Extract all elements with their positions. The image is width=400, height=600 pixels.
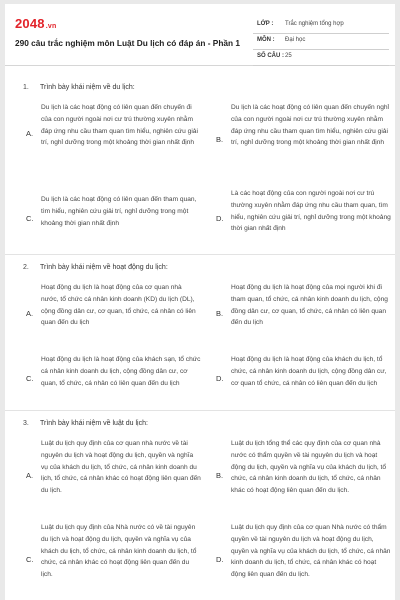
question-text: Trình bày khái niệm về hoạt động du lịch: xyxy=(40,264,168,271)
option-text: Hoạt động du lịch là hoạt động của khách sạn, tổ chức cá nhân kinh doanh du lịch, cộng đồng dân cư, cơ quan, tổ chức, cá nhân có liên quan đến du lịch xyxy=(41,356,201,387)
question-text: Trình bày khái niệm về du lịch: xyxy=(40,84,135,91)
question-number: 1. xyxy=(23,84,29,91)
option-letter: B. xyxy=(216,135,224,144)
meta-value: Đại học xyxy=(285,37,306,43)
option-letter: A. xyxy=(26,129,34,138)
meta-row-count xyxy=(253,50,389,66)
document-page xyxy=(5,4,395,600)
option-text: Du lịch là các hoạt động có liên quan đến tham quan, tìm hiểu, nghiên cứu giải trí, nghỉ dưỡng trong một khoảng thời gian nhất định xyxy=(41,196,197,227)
meta-table xyxy=(253,18,389,66)
document-title: 290 câu trắc nghiệm môn Luật Du lịch có đáp án - Phần 1 xyxy=(15,38,240,48)
option-text: Luật du lịch quy định của Nhà nước có về tài nguyên du lịch và hoạt động du lịch, quyền và nghĩa vụ của khách du lịch, tổ chức, cá nhân kinh doanh du lịch, tổ chức, cá nhân khác có hoạt động liên quan đến du lịch. xyxy=(41,524,197,579)
meta-label: LỚP : xyxy=(257,21,274,27)
meta-row-class xyxy=(253,18,389,34)
option-letter: B. xyxy=(216,471,224,480)
option-letter: C. xyxy=(26,214,34,223)
question-divider xyxy=(5,410,395,411)
option-text: Du lịch là các hoạt động có liên quan đến chuyến đi của con người ngoài nơi cư trú thường xuyên nhằm đáp ứng nhu cầu tham quan tìm hiểu, nghiên cứu giải trí, nghỉ dưỡng trong một khoảng thời gian nhất định xyxy=(41,104,198,147)
option-text: Hoạt động du lịch là hoạt động của khách du lịch, tổ chức, cá nhân kinh doanh du lịch, cộng đồng dân cư, cơ quan tổ chức, cá nhân có liên quan đến du lịch xyxy=(231,356,387,387)
meta-label: MÔN : xyxy=(257,37,275,43)
option-text: Luật du lịch quy định của cơ quan nhà nước về tài nguyên du lịch và hoạt động du lịch, quyền và nghĩa vụ của khách du lịch, tổ chức, cá nhân kinh doanh du lịch, tổ chức, cá nhân khác có hoạt động liên quan đến du lịch. xyxy=(41,440,201,495)
option-letter: D. xyxy=(216,555,224,564)
logo-main: 2048 xyxy=(15,16,45,31)
document-header xyxy=(5,4,395,66)
option-letter: C. xyxy=(26,555,34,564)
question-number: 2. xyxy=(23,264,29,271)
logo-tld: .vn xyxy=(45,23,57,30)
question-divider xyxy=(5,254,395,255)
option-letter: D. xyxy=(216,374,224,383)
option-text: Hoạt động du lịch là hoạt động của cơ quan nhà nước, tổ chức cá nhân kinh doanh (KD) du lịch (DL), cộng đồng dân cư, cơ quan, tổ chức, cá nhân có liên quan đến du lịch xyxy=(41,284,196,327)
meta-row-subject xyxy=(253,34,389,50)
option-text: Luật du lịch quy định của cơ quan Nhà nước có thẩm quyền về tài nguyên du lịch và hoạt động du lịch, quyền và nghĩa vụ của khách du lịch, tổ chức, cá nhân kinh doanh du lịch, tổ chức, cá nhân khác có hoạt động liên quan đến du lịch. xyxy=(231,524,391,579)
option-letter: D. xyxy=(216,214,224,223)
option-letter: A. xyxy=(26,309,34,318)
meta-value: Trắc nghiệm tổng hợp xyxy=(285,21,344,27)
option-text: Là các hoạt động của con người ngoài nơi cư trú thường xuyên nhằm đáp ứng nhu cầu tham quan, tìm hiểu, nghiên cứu giải trí, nghỉ dưỡng trong một khoảng thời gian nhất định xyxy=(231,190,391,233)
question-text: Trình bày khái niệm về luật du lịch: xyxy=(40,420,148,427)
option-text: Luật du lịch tổng thể các quy định của cơ quan nhà nước có thẩm quyền về tài nguyên du lịch và hoạt động du lịch, quyền và nghĩa vụ của khách du lịch, tổ chức, cá nhân kinh doanh du lịch, tổ chức, cá nhân khác có hoạt động liên quan đến du lịch. xyxy=(231,440,387,495)
option-letter: B. xyxy=(216,309,224,318)
site-logo[interactable] xyxy=(15,16,56,31)
option-text: Hoạt động du lịch là hoạt động của mọi người khi đi tham quan, tổ chức, cá nhân kinh doanh du lịch, cộng đồng dân cư, cơ quan, tổ chức, cá nhân có liên quan đến du lịch xyxy=(231,284,388,327)
meta-label: SỐ CÂU : xyxy=(257,53,284,59)
option-letter: A. xyxy=(26,471,34,480)
option-text: Du lịch là các hoạt động có liên quan đến chuyến nghỉ của con người ngoài nơi cư trú thường xuyên nhằm đáp ứng nhu cầu tham quan tìm hiểu, nghiên cứu giải trí, nghỉ dưỡng trong một khoảng thời gian nhất định xyxy=(231,104,389,147)
option-letter: C. xyxy=(26,374,34,383)
question-number: 3. xyxy=(23,420,29,427)
meta-value: 25 xyxy=(285,53,292,59)
